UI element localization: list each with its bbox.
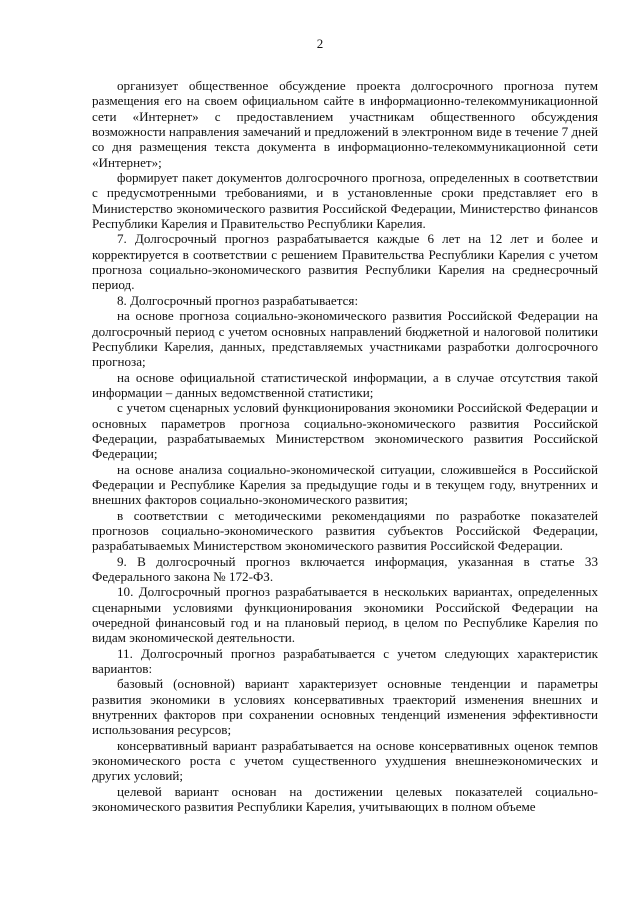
paragraph-item-7: 7. Долгосрочный прогноз разрабатывается каждые 6 лет на 12 лет и более и корректируется в соответствии с решением Правительства Республики Карелия с учетом прогноза социально-экономического развития Республики Карелия на среднесрочный период. bbox=[92, 231, 598, 293]
paragraph-item-11: 11. Долгосрочный прогноз разрабатывается с учетом следующих характеристик вариантов: bbox=[92, 645, 598, 677]
paragraph-item-8: 8. Долгосрочный прогноз разрабатывается: bbox=[117, 292, 359, 308]
paragraph-item-10: 10. Долгосрочный прогноз разрабатывается в нескольких вариантах, определенных сценарными условиями функционирования экономики Российской Федерации на очередной финансовый год и на плановый период, в целом по Республике Карелия по видам экономической деятельности. bbox=[92, 584, 598, 646]
paragraph-conservative-variant: консервативный вариант разрабатывается на основе консервативных оценок темпов экономического роста с учетом существенного ухудшения внешнеэкономических и других условий; bbox=[92, 737, 598, 784]
paragraph-item-9: 9. В долгосрочный прогноз включается информация, указанная в статье 33 Федерального закона № 172-ФЗ. bbox=[92, 553, 598, 584]
paragraph-basis-statistics: на основе официальной статистической информации, а в случае отсутствия такой информации – данных ведомственной статистики; bbox=[92, 369, 598, 400]
paragraph-basis-scenario-conditions: с учетом сценарных условий функционирования экономики Российской Федерации и основных параметров прогноза социально-экономического развития Российской Федерации, разрабатываемых Министерством экономического развития Российской Федерации; bbox=[92, 400, 598, 462]
paragraph-public-discussion: организует общественное обсуждение проекта долгосрочного прогноза путем размещения его на своем официальном сайте в информационно-телекоммуникационной сети «Интернет» с предоставлением участникам общественного обсуждения возможности направления замечаний и предложений в электронном виде в течение 7 дней со дня размещения текста документа в информационно-телекоммуникационной сети «Интернет»; bbox=[92, 78, 598, 170]
paragraph-basis-analysis: на основе анализа социально-экономической ситуации, сложившейся в Российской Федерации и Республике Карелия за предыдущие годы и в текущем году, внутренних и внешних факторов социально-экономического развития; bbox=[92, 461, 598, 508]
paragraph-base-variant: базовый (основной) вариант характеризует основные тенденции и параметры развития экономики в условиях консервативных траекторий изменения внешних и внутренних факторов при сохранении основных тенденций изменения эффективности использования ресурсов; bbox=[92, 676, 598, 738]
document-body bbox=[92, 78, 598, 815]
paragraph-document-package: формирует пакет документов долгосрочного прогноза, определенных в соответствии с предусмотренными требованиями, и в установленные сроки представляет его в Министерство экономического развития Российской Федерации, Министерство финансов Республики Карелия и Правительство Республики Карелия. bbox=[92, 170, 598, 232]
paragraph-target-variant: целевой вариант основан на достижении целевых показателей социально-экономического развития Республики Карелия, учитывающих в полном объеме bbox=[92, 783, 598, 815]
page-number: 2 bbox=[316, 36, 324, 51]
paragraph-basis-federal-forecast: на основе прогноза социально-экономического развития Российской Федерации на долгосрочный период с учетом основных направлений бюджетной и налоговой политики Республики Карелия, данных, представляемых участниками разработки долгосрочного прогноза; bbox=[92, 308, 598, 370]
paragraph-basis-methodology: в соответствии с методическими рекомендациями по разработке показателей прогнозов социально-экономического развития субъектов Российской Федерации, разрабатываемых Министерством экономического развития Российской Федерации. bbox=[92, 507, 598, 554]
